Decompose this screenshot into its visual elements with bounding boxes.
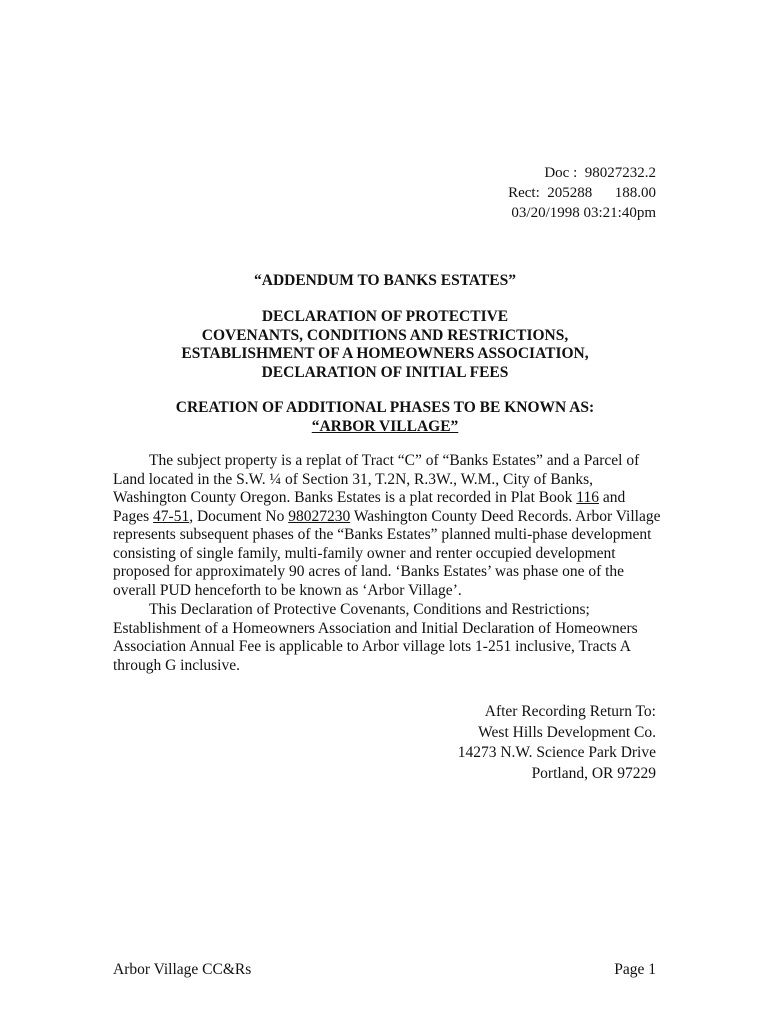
- declaration-heading: [113, 308, 657, 382]
- declaration-line: DECLARATION OF INITIAL FEES: [261, 363, 509, 381]
- document-number: 98027230: [288, 507, 351, 525]
- paragraph-text: This Declaration of Protective Covenants, Conditions and Restrictions; Establishment of a Homeowners Association and Initial Declaration of Homeowners Association Annual Fee is applicable to Arbor village lots 1-251 inclusive, Tracts A through G inclusive.: [113, 601, 638, 674]
- plat-book-number: 116: [576, 489, 599, 506]
- footer-title: Arbor Village CC&Rs: [113, 961, 252, 978]
- paragraph-applicability: [113, 601, 661, 675]
- paragraph-text: and Pages: [113, 489, 626, 525]
- paragraph-subject-property: [113, 452, 661, 600]
- declaration-line: COVENANTS, CONDITIONS AND RESTRICTIONS,: [201, 326, 569, 344]
- arbor-village-heading: “ARBOR VILLAGE”: [311, 417, 459, 435]
- paragraph-text: Washington County Deed Records. Arbor Village represents subsequent phases of the “Banks Estates” planned multi-phase development consisting of single family, multi-family owner and renter occupied development proposed for approximately 90 acres of land. ‘Banks Estates’ was phase one of the overall PUD henceforth to be known as ‘Arbor Village’.: [113, 507, 661, 599]
- declaration-line: DECLARATION OF PROTECTIVE: [261, 308, 509, 325]
- paragraph-text: The subject property is a replat of Tract “C” of “Banks Estates” and a Parcel of Land located in the S.W. ¼ of Section 31, T.2N, R.3W., W.M., City of Banks, Washington County Oregon. Banks Estates is a plat recorded in Plat Book: [113, 452, 640, 506]
- doc-number: Doc : 98027232.2: [544, 165, 656, 181]
- creation-line: CREATION OF ADDITIONAL PHASES TO BE KNOWN AS:: [175, 399, 595, 416]
- paragraph-text: , Document No: [189, 507, 289, 525]
- recording-stamp: [508, 163, 656, 223]
- creation-heading: [113, 399, 657, 436]
- addendum-heading: “ADDENDUM TO BANKS ESTATES”: [254, 272, 516, 289]
- plat-pages: 47-51: [153, 507, 190, 525]
- document-title: [113, 272, 657, 291]
- declaration-line: ESTABLISHMENT OF A HOMEOWNERS ASSOCIATION,: [181, 345, 589, 362]
- return-label: After Recording Return To:: [484, 703, 656, 720]
- page-number: Page 1: [614, 961, 656, 978]
- return-street: 14273 N.W. Science Park Drive: [457, 744, 656, 761]
- return-city: Portland, OR 97229: [531, 764, 656, 782]
- return-address: [458, 702, 656, 784]
- return-company: West Hills Development Co.: [478, 723, 656, 741]
- receipt-line: Rect: 205288 188.00: [508, 185, 656, 201]
- recording-datetime: 03/20/1998 03:21:40pm: [511, 205, 656, 221]
